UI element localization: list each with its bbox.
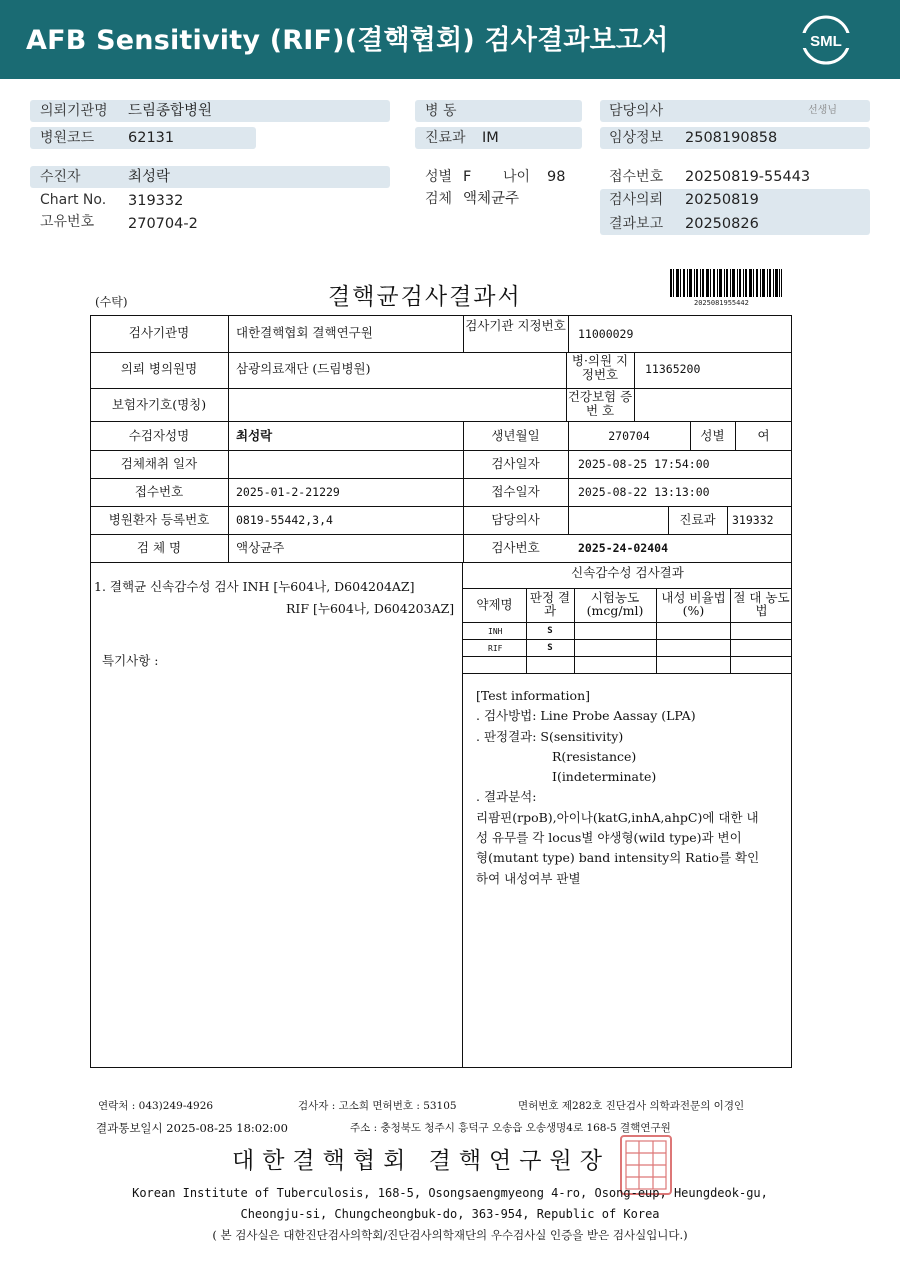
clinical-value: 2508190858 [685,130,778,146]
report-date-value: 20250826 [685,216,759,232]
reg-no-label: 병원환자 등록번호 [108,512,210,527]
test-information [476,686,786,889]
clinic-designation-value: 11365200 [645,362,701,376]
info-line: . 검사방법: Line Probe Aassay (LPA) [476,708,696,724]
specimen-name-value: 액상균주 [236,540,285,555]
contact: 연락처 : 043)249-4926 [98,1100,214,1112]
health-insurance-label: 건강보험 증 번 호 [567,389,633,418]
info-line: 리팜핀(rpoB),아이나(katG,inhA,ahpC)에 대한 내 [476,809,759,825]
sex-label: 성별 [700,428,725,443]
institute-name: 대한결핵협회 결핵연구원장 [232,1148,610,1174]
receipt-value: 20250819-55443 [685,169,811,185]
address-en-2: Cheongju-si, Chungcheongbuk-do, 363-954, Republic of Korea [240,1207,660,1221]
req-org-value: 드림종합병원 [128,103,213,119]
barcode-number: 2025081955442 [694,299,749,307]
special-notes-label: 특기사항 : [102,653,159,668]
result-value-rif: S [547,643,553,653]
result-value-inh: S [547,626,553,636]
address-kr: 주소 : 충청북도 청주시 흥덕구 오송읍 오송생명4로 168-5 결핵연구원 [350,1122,671,1134]
collect-label: 검체채취 일자 [120,456,198,471]
hosp-code-value: 62131 [128,130,175,146]
info-line: 형(mutant type) band intensity의 Ratio를 확인 [476,850,760,866]
result-header-drug: 약제명 [476,597,513,612]
report-title: AFB Sensitivity (RIF)(결핵협회) 검사결과보고서 [26,25,669,56]
receipt-date-label: 접수일자 [491,484,540,499]
info-line: R(resistance) [552,748,637,764]
insurer-label: 보험자기호(명칭) [111,397,207,412]
doctor-suffix: 선생님 [808,105,837,116]
dept-value-table: 319332 [732,513,774,527]
dept-label-table: 진료과 [679,512,716,527]
req-hosp-label: 의뢰 병의원명 [120,361,198,376]
receipt-label: 접수번호 [609,169,664,185]
charge-doctor-label: 담당의사 [491,512,540,527]
test-line-1: 1. 결핵균 신속감수성 검사 INH [누604나, D604204AZ] [94,579,415,594]
request-value: 20250819 [685,192,759,208]
document-title: 결핵균검사결과서 [328,284,522,310]
report-header [0,0,900,79]
result-drug-inh: INH [488,627,503,636]
clinic-designation-label: 병·의원 지정번호 [571,353,629,382]
uid-label: 고유번호 [40,214,95,230]
result-header-ratio: 내성 비율법(%) [661,590,726,618]
info-line: 하여 내성여부 판별 [476,870,581,886]
result-title: 신속감수성 검사결과 [571,565,684,580]
address-en-1: Korean Institute of Tuberculosis, 168-5, Osongsaengmyeong 4-ro, Osong-eup, Heungdeok-gu, [132,1186,768,1200]
info-line: 성 유무를 각 locus별 야생형(wild type)과 변이 [476,830,742,846]
clinical-label: 임상정보 [609,130,664,146]
test-line-2: RIF [누604나, D604203AZ] [286,601,455,616]
org-value: 대한결핵협회 결핵연구원 [236,325,373,340]
org-label: 검사기관명 [128,325,190,340]
hosp-code-label: 병원코드 [40,130,95,146]
test-no-value: 2025-24-02404 [578,541,669,555]
patient-label: 수진자 [40,169,81,185]
request-label: 검사의뢰 [609,192,664,208]
examinee-label: 수검자성명 [128,428,190,443]
notify-datetime: 결과통보일시 2025-08-25 18:02:00 [96,1121,288,1135]
dept-label: 진료과 [425,130,466,146]
sml-logo-icon [800,14,852,66]
receipt-no-label: 접수번호 [134,484,184,499]
test-date-label: 검사일자 [491,456,540,471]
sex-label: 성별 [425,169,453,185]
result-header-result: 판정 결과 [529,590,571,618]
result-header-conc: 시험농도 (mcg/ml) [586,590,644,618]
sex-value: F [463,169,472,185]
examinee-value: 최성락 [236,428,273,443]
result-drug-rif: RIF [488,644,503,653]
certification-note: ( 본 검사실은 대한진단검사의학회/진단검사의학재단의 우수검사실 인증을 받은 검사실입니다.) [212,1228,688,1242]
info-line: . 판정결과: S(sensitivity) [476,728,624,744]
barcode-icon [670,269,782,297]
birth-label: 생년월일 [491,428,540,443]
age-label: 나이 [503,169,531,185]
age-value: 98 [547,169,566,185]
sutak-label: (수탁) [95,295,128,309]
reg-no-value: 0819-55442,3,4 [236,513,333,527]
uid-value: 270704-2 [128,216,198,232]
req-org-label: 의뢰기관명 [40,103,108,119]
info-line: . 결과분석: [476,789,537,805]
test-no-label: 검사번호 [491,540,540,555]
info-line: [Test information] [476,688,591,703]
dept-value: IM [482,130,499,146]
req-hosp-value: 삼광의료재단 (드림병원) [236,361,371,376]
chart-value: 319332 [128,193,184,209]
tester: 검사자 : 고소희 면허번호 : 53105 [298,1100,457,1112]
sex-value: 여 [757,428,770,443]
specimen-name-label: 검 체 명 [136,540,182,555]
logo-text: SML [810,33,842,50]
patient-value: 최성락 [128,169,171,185]
specimen-value: 액체균주 [463,191,520,207]
designation-value: 11000029 [578,327,634,341]
result-header-absolute: 절 대 농도법 [733,590,790,618]
license: 면허번호 제282호 진단검사 의학과전문의 이경인 [518,1100,745,1112]
ward-label: 병 동 [425,103,457,119]
birth-value: 270704 [608,429,650,443]
doctor-label: 담당의사 [609,103,664,119]
report-date-label: 결과보고 [609,216,664,232]
test-date-value: 2025-08-25 17:54:00 [578,457,710,471]
specimen-label: 검체 [425,191,453,207]
designation-label: 검사기관 지정번호 [465,318,566,333]
receipt-date-value: 2025-08-22 13:13:00 [578,485,710,499]
chart-label: Chart No. [40,192,107,208]
receipt-no-value: 2025-01-2-21229 [236,485,340,499]
info-line: I(indeterminate) [552,769,657,785]
